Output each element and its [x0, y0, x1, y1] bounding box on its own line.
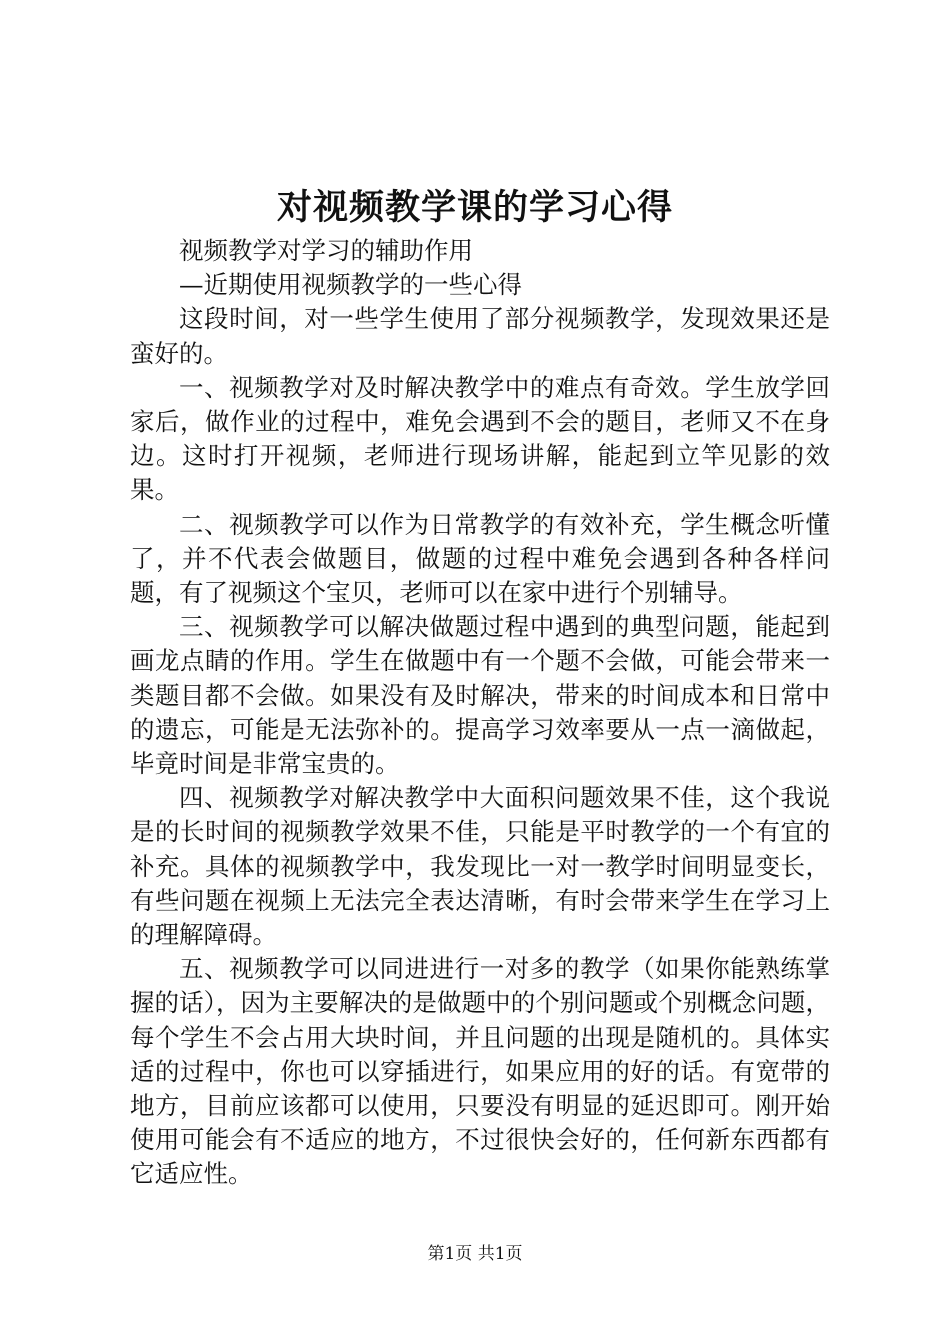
point-four-paragraph: 四、视频教学对解决教学中大面积问题效果不佳，这个我说是的长时间的视频教学效果不佳，只能是平时教学的一个有宜的补充。具体的视频教学中，我发现比一对一教学时间明显变长，有些问题在视频上无法完全表达清晰，有时会带来学生在学习上的理解障碍。: [130, 783, 830, 950]
subtitle-line: 视频教学对学习的辅助作用: [179, 236, 473, 265]
point-one-paragraph: 一、视频教学对及时解决教学中的难点有奇效。学生放学回家后，做作业的过程中，难免会遇到不会的题目，老师又不在身边。这时打开视频，老师进行现场讲解，能起到立竿见影的效果。: [130, 372, 830, 505]
point-five-paragraph: 五、视频教学可以同进进行一对多的教学（如果你能熟练掌握的话），因为主要解决的是做题中的个别问题或个别概念问题，每个学生不会占用大块时间，并且问题的出现是随机的。具体实适的过程中，你也可以穿插进行，如果应用的好的话。有宽带的地方，目前应该都可以使用，只要没有明显的延迟即可。刚开始使用可能会有不适应的地方，不过很快会好的，任何新东西都有它适应性。: [130, 954, 830, 1189]
document-body: [130, 234, 830, 1192]
point-three-paragraph: 三、视频教学可以解决做题过程中遇到的典型问题，能起到画龙点睛的作用。学生在做题中有一个题不会做，可能会带来一类题目都不会做。如果没有及时解决，带来的时间成本和日常中的遗忘，可能是无法弥补的。提高学习效率要从一点一滴做起，毕竟时间是非常宝贵的。: [130, 612, 830, 779]
subtitle-dash-line: —近期使用视频教学的一些心得: [179, 270, 522, 300]
document-title: 对视频教学课的学习心得: [276, 187, 673, 228]
intro-paragraph: 这段时间，对一些学生使用了部分视频教学，发现效果还是蛮好的。: [130, 304, 830, 368]
point-two-paragraph: 二、视频教学可以作为日常教学的有效补充，学生概念听懂了，并不代表会做题目，做题的过程中难免会遇到各种各样问题，有了视频这个宝贝，老师可以在家中进行个别辅导。: [130, 509, 830, 608]
page-footer: 第1页 共1页: [427, 1244, 523, 1264]
